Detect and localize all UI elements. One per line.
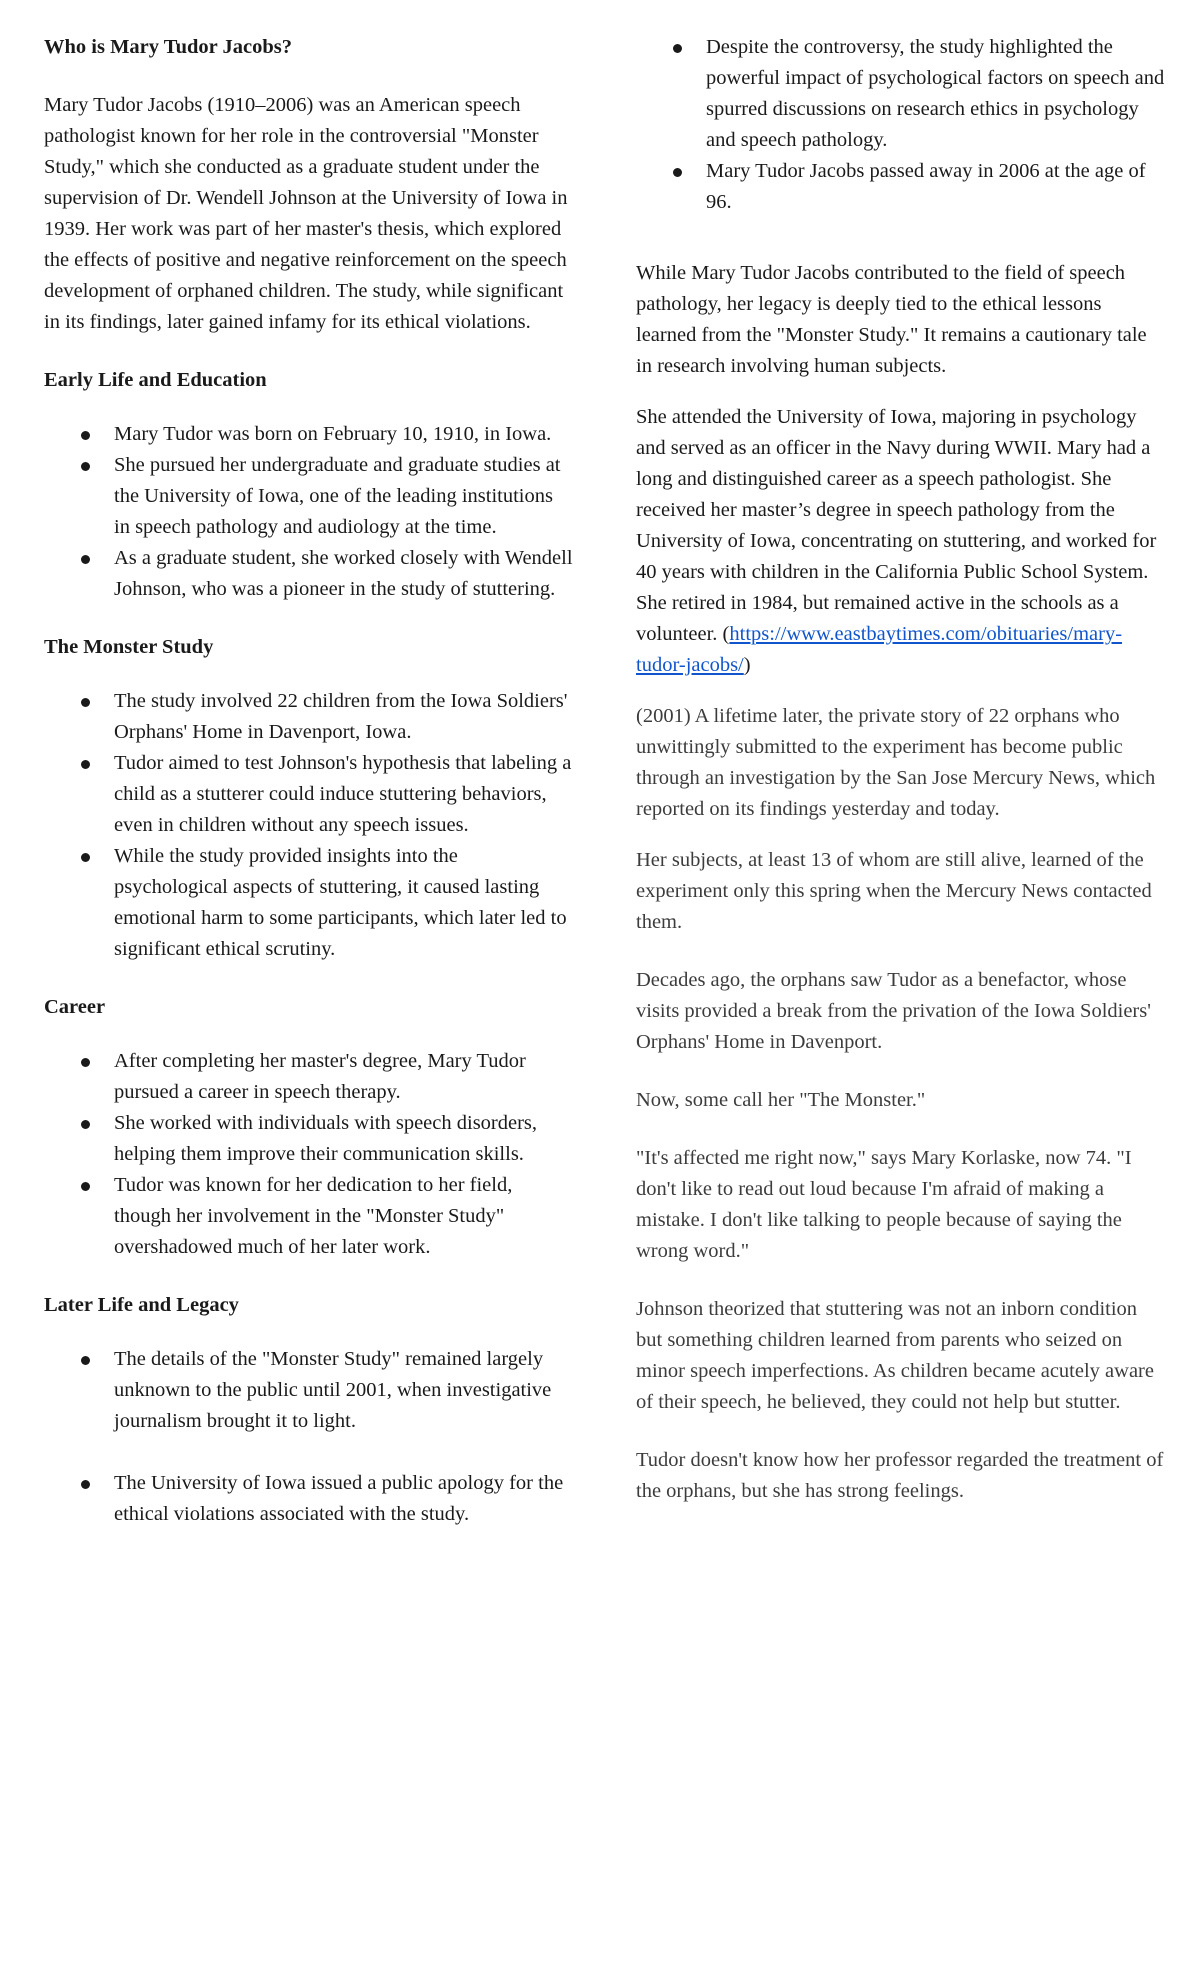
article-paragraph: Decades ago, the orphans saw Tudor as a benefactor, whose visits provided a break from the privation of the Iowa Soldiers' Orphans' Home in Davenport. (636, 969, 1151, 1053)
list-item: Mary Tudor was born on February 10, 1910, in Iowa. (44, 419, 574, 450)
list-item: The University of Iowa issued a public apology for the ethical violations associated with the study. (44, 1468, 574, 1530)
list-monster-study (44, 686, 574, 965)
heading-monster-study: The Monster Study (44, 636, 214, 658)
obituary-text: She attended the University of Iowa, majoring in psychology and served as an officer in the Navy during WWII. Mary had a long and distinguished career as a speech pathologist. She received her master’s degree in speech pathology from the University of Iowa, concentrating on stuttering, and worked for 40 years with children in the California Public School System. She retired in 1984, but remained active in the schools as a volunteer. (636, 406, 1157, 645)
right-column (636, 32, 1166, 1534)
list-item: While the study provided insights into the psychological aspects of stuttering, it caused lasting emotional harm to some participants, which later led to significant ethical scrutiny. (44, 841, 574, 965)
list-early-life (44, 419, 574, 605)
heading-early-life: Early Life and Education (44, 369, 267, 391)
article-paragraph: Her subjects, at least 13 of whom are still alive, learned of the experiment only this spring when the Mercury News contacted them. (636, 849, 1152, 933)
left-column (44, 32, 574, 1557)
conclusion-paragraph: While Mary Tudor Jacobs contributed to the field of speech pathology, her legacy is deeply tied to the ethical lessons learned from the "Monster Study." It remains a cautionary tale in research involving human subjects. (636, 262, 1147, 377)
list-item: The details of the "Monster Study" remained largely unknown to the public until 2001, when investigative journalism brought it to light. (44, 1344, 574, 1437)
article-paragraph: Tudor doesn't know how her professor regarded the treatment of the orphans, but she has strong feelings. (636, 1449, 1164, 1502)
list-item: She worked with individuals with speech disorders, helping them improve their communication skills. (44, 1108, 574, 1170)
article-paragraph: Johnson theorized that stuttering was not an inborn condition but something children learned from parents who seized on minor speech imperfections. As children became acutely aware of their speech, he believed, they could not help but stutter. (636, 1298, 1154, 1413)
list-career (44, 1046, 574, 1263)
intro-paragraph: Mary Tudor Jacobs (1910–2006) was an American speech pathologist known for her role in the controversial "Monster Study," which she conducted as a graduate student under the supervision of Dr. Wendell Johnson at the University of Iowa in 1939. Her work was part of her master's thesis, which explored the effects of positive and negative reinforcement on the speech development of orphaned children. The study, while significant in its findings, later gained infamy for its ethical violations. (44, 94, 568, 333)
obituary-link[interactable]: https://www.eastbaytimes.com/obituaries/mary-tudor-jacobs/ (636, 623, 1123, 676)
list-item: As a graduate student, she worked closely with Wendell Johnson, who was a pioneer in the study of stuttering. (44, 543, 574, 605)
list-item: Tudor was known for her dedication to her field, though her involvement in the "Monster Study" overshadowed much of her later work. (44, 1170, 574, 1263)
obituary-link-close: ) (743, 654, 751, 676)
obituary-paragraph (636, 402, 1166, 681)
obituary-link-open: ( (722, 623, 730, 645)
list-item: Mary Tudor Jacobs passed away in 2006 at the age of 96. (636, 156, 1166, 218)
article-paragraph: "It's affected me right now," says Mary Korlaske, now 74. "I don't like to read out loud because I'm afraid of making a mistake. I don't like talking to people because of saying the wrong word." (636, 1147, 1132, 1262)
list-item: The study involved 22 children from the Iowa Soldiers' Orphans' Home in Davenport, Iowa. (44, 686, 574, 748)
article-paragraph: Now, some call her "The Monster." (636, 1089, 926, 1111)
heading-career: Career (44, 996, 106, 1018)
article-paragraph: (2001) A lifetime later, the private story of 22 orphans who unwittingly submitted to the experiment has become public through an investigation by the San Jose Mercury News, which reported on its findings yesterday and today. (636, 705, 1156, 820)
list-item: Tudor aimed to test Johnson's hypothesis that labeling a child as a stutterer could induce stuttering behaviors, even in children without any speech issues. (44, 748, 574, 841)
list-legacy-continued (636, 32, 1166, 218)
list-item: After completing her master's degree, Mary Tudor pursued a career in speech therapy. (44, 1046, 574, 1108)
list-item: She pursued her undergraduate and graduate studies at the University of Iowa, one of the leading institutions in speech pathology and audiology at the time. (44, 450, 574, 543)
heading-later-life: Later Life and Legacy (44, 1294, 239, 1316)
document-title: Who is Mary Tudor Jacobs? (44, 36, 292, 58)
list-item: Despite the controversy, the study highlighted the powerful impact of psychological factors on speech and spurred discussions on research ethics in psychology and speech pathology. (636, 32, 1166, 156)
list-later-life (44, 1344, 574, 1530)
